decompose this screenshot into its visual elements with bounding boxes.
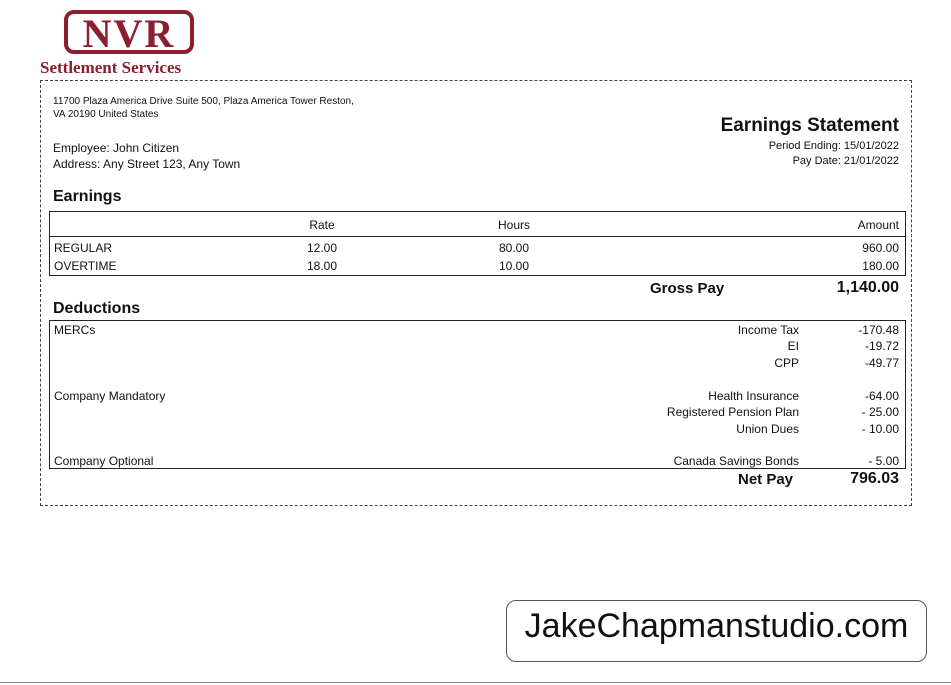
deduction-group-name: Company Optional [54,454,154,468]
deduction-label: Health Insurance [708,389,799,403]
earning-rate: 12.00 [306,241,338,255]
statement-title: Earnings Statement [720,115,899,136]
deductions-heading: Deductions [53,300,141,317]
deduction-label: Registered Pension Plan [666,405,799,419]
hours-header: Hours [497,218,530,232]
earnings-heading: Earnings [53,188,122,205]
earning-amount: 180.00 [862,259,899,273]
earning-rate: 18.00 [306,259,338,273]
gross-pay-label: Gross Pay [650,280,725,297]
deduction-group-name: MERCs [54,323,96,337]
earning-name: OVERTIME [54,259,117,273]
earning-hours: 10.00 [498,259,530,273]
watermark-text: JakeChapmanstudio.com [524,607,909,645]
deduction-label: Union Dues [736,422,799,436]
gross-pay-value: 1,140.00 [836,279,899,296]
deduction-group-name: Company Mandatory [54,389,166,403]
earnings-statement [40,80,912,506]
deduction-value: -170.48 [858,323,899,337]
amount-header: Amount [857,218,899,232]
deduction-value: -19.72 [864,339,899,353]
statement-meta [769,139,899,169]
earning-amount: 960.00 [862,241,899,255]
employee-name: Employee: John Citizen [53,141,180,155]
logo-subtitle: Settlement Services [40,58,182,77]
deductions-table [49,320,906,469]
table-header-divider [50,236,905,237]
logo-frame [64,10,194,54]
earning-name: REGULAR [54,241,113,255]
deduction-value: -64.00 [864,389,899,403]
pay-date: Pay Date: 21/01/2022 [792,155,899,167]
deduction-label: EI [787,339,799,353]
earnings-table [49,211,906,276]
employee-info [53,140,240,172]
company-address-line1: 11700 Plaza America Drive Suite 500, Plaza America Tower Reston, [53,96,354,107]
deduction-label: CPP [774,356,799,370]
page-bottom-divider [0,682,951,683]
company-address [53,95,354,121]
company-address-line2: VA 20190 United States [53,109,159,120]
deduction-value: - 25.00 [861,405,899,419]
rate-header: Rate [309,218,335,232]
period-ending: Period Ending: 15/01/2022 [768,140,899,152]
watermark [506,600,927,662]
net-pay-value: 796.03 [850,470,899,487]
earning-hours: 80.00 [498,241,530,255]
deduction-label: Income Tax [737,323,799,337]
logo-mark: NVR [82,11,176,56]
deduction-value: -49.77 [864,356,899,370]
net-pay-label: Net Pay [738,471,794,488]
employee-address: Address: Any Street 123, Any Town [53,157,241,171]
deduction-label: Canada Savings Bonds [673,454,799,468]
deduction-value: - 10.00 [861,422,899,436]
deduction-value: - 5.00 [868,454,899,468]
company-logo [38,8,238,78]
